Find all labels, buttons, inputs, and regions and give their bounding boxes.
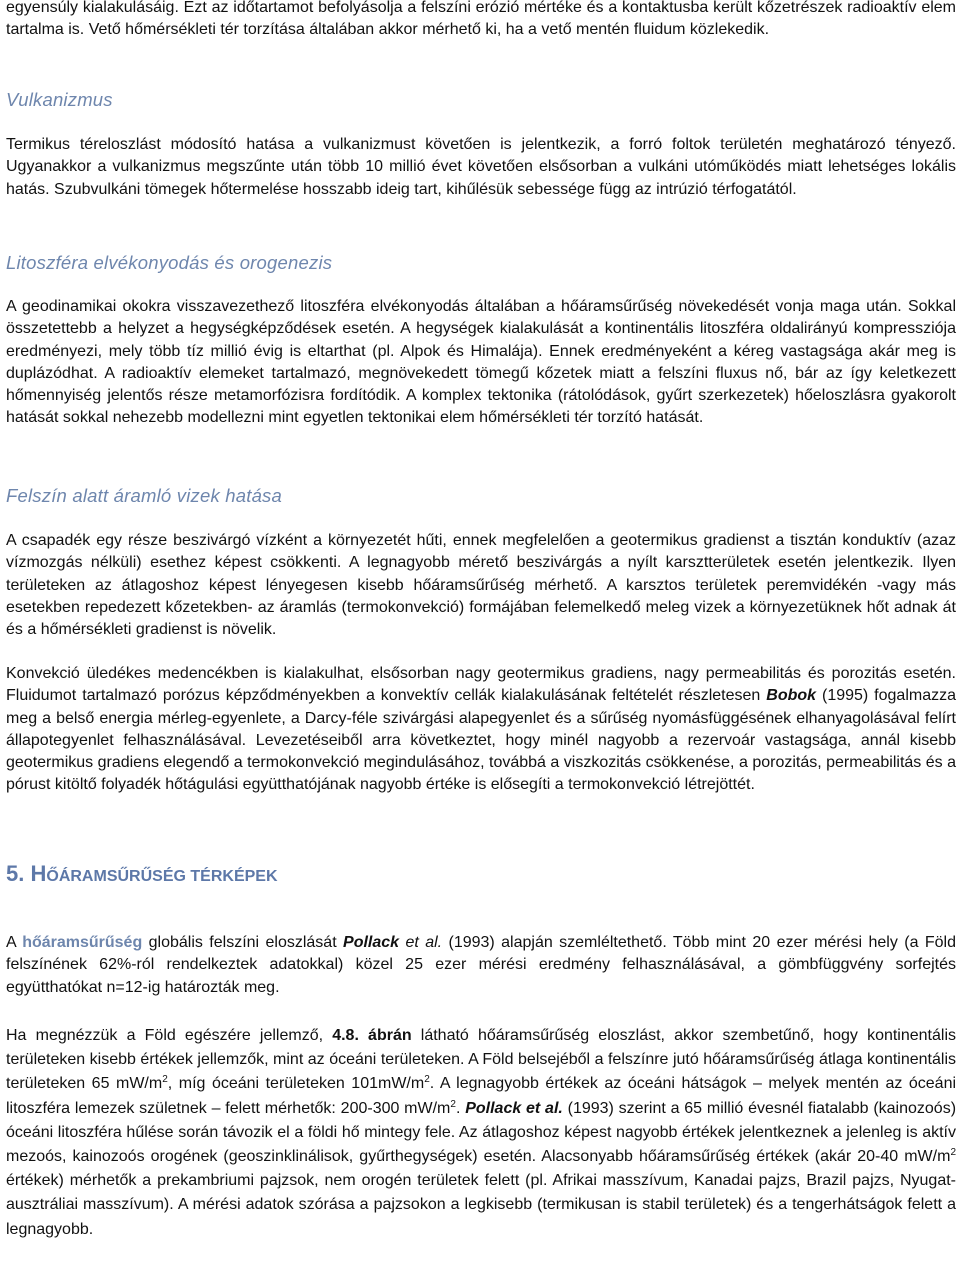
author-pollack: Pollack [343,934,400,951]
text-segment: (1993) szerint a 65 millió évesnél fiatalabb (kainozoós) óceáni litoszféra hűlése során távozik el a földi hő mintegy fele. Az átlagoshoz képest nagyobb értékek jelentkeznek a jelenleg is aktív mezoós, kainozoós orogének (geoszinklinálisok, gyűrthegységek) esetén. Alacsonyabb hőáramsűrűség értékek (akár 20-40 mW/m [6,1099,957,1166]
text-segment: értékek) mérhetők a prekambriumi pajzsok, nem orogén területek felett (pl. Afrikai masszívum, Kanadai pajzs, Brazil pajzs, Nyugat-ausztráliai masszívum). A mérési adatok szórása a pajzsokon a legkisebb (termikusan is stabil területek) és a tengerhátságok felett a legnagyobb. [6,1172,956,1238]
text-segment: A [6,934,23,951]
section-title-initial: H [30,861,47,886]
vulkanizmus-paragraph: Termikus téreloszlást módosító hatása a vulkanizmust követően is jelentkezik, a forró foltok területén meghatározó tényező. Ugyanakkor a vulkanizmus megszűnte után több 10 millió évet követően elsősorban a vulkáni utóműködés miatt lehetséges lokális hatás. Szubvulkáni tömegek hőtermelése hosszabb ideig tart, kihűlésük sebessége függ az intrúzió térfogatától. [6,136,956,198]
et-al: et al. [399,934,443,951]
text-segment: . A legnagyobb értékek az óceáni hátságok – melyek mentén az óceáni litoszféra lemezek születnek – felett mérhetők: 200-300 mW/m [6,1075,957,1117]
text-segment: Ha megnézzük a Föld egészére jellemző, [6,1027,333,1044]
vizek-paragraph-1: A csapadék egy része beszivárgó vízként a környezetét hűti, ennek megfelelően a geotermikus gradienst a tisztán konduktív (azaz vízmozgás nélküli) esethez képest csökkenti. A legnagyobb mérető beszivárgás a nyílt karsztterületek esetén jelentkezik. Ilyen területeken az átlagoshoz képest lényegesen kisebb hőáramsűrűség mérhető. A karsztos területek peremvidékén -vagy más esetekben repedezett kőzetekben- az áramlás (termokonvekció) formájában felemelkedő meleg vizek a környezetüknek hőt adnak át és a hőmérsékleti gradienst is növelik. [6,532,956,639]
superscript: 2 [950,1147,956,1159]
term-hoaramsuruseg: hőáramsűrűség [22,934,143,951]
section-title-rest: ŐÁRAMSŰRŰSÉG TÉRKÉPEK [46,868,278,885]
superscript: 2 [424,1074,430,1086]
heading-vulkanizmus: Vulkanizmus [6,89,113,110]
litoszfera-paragraph: A geodinamikai okokra visszavezethező litoszféra elvékonyodás általában a hőáramsűrűség növekedését vonja maga után. Sokkal összetettebb a helyzet a hegységképződések esetén. A hegységek kialakulását a kontinentális litoszféra oldalirányú kompressziója eredményezi, mely több tíz millió évig is eltarthat (pl. Alpok és Himalája). Ennek eredményeként a kéreg vastagsága akár meg is duplázódhat. A radioaktív elemeket tartalmazó, megnövekedett tömegű kőzetek miatt a felszíni fluxus nő, bár az így keletkezett hőmennyiség jelentős része metamorfózisra fordítódik. A komplex tektonika (rátolódások, gyűrt szerkezetek) hőeloszlásra gyakorolt hatását sokkal nehezebb modellezni mint egyetlen tektonikai elem hőmérsékleti tér torzító hatását. [6,298,956,427]
text-segment: globális felszíni eloszlását [142,934,344,951]
section-5-paragraph-2 [6,1024,956,1242]
text-segment: , míg óceáni területeken 101mW/m [167,1075,425,1093]
heading-felszin-alatti-vizek: Felszín alatt áramló vizek hatása [6,485,282,506]
text-segment: (1993) alapján szemléltethető. Több mint 20 ezer mérési hely (a Föld felszínének 62%-ról rendelkeztek adatokkal) közel 25 ezer mérési eredmény felhasználásával, a gömbfüggvény sorfejtés együtthatókat n=12-ig határozták meg. [6,934,956,996]
vizek-paragraph-2 [6,663,956,797]
section-number: 5. [6,861,25,886]
figure-ref: 4.8. ábrán [332,1027,412,1044]
superscript: 2 [162,1074,168,1086]
author-bobok: Bobok [766,687,817,705]
heading-litoszfera: Litoszféra elvékonyodás és orogenezis [6,252,333,273]
text-segment: Konvekció üledékes medencékben is kialakulhat, elsősorban nagy geotermikus gradiens, nagy permeabilitás és porozitás esetén. Fluidumot tartalmazó porózus képződményekben a konvektív cellák kialakulásának feltételét részletesen [6,665,956,705]
text-segment: látható hőáramsűrűség eloszlást, akkor szembetűnő, hogy kontinentális területeken kisebb értékek jellemzők, mint az óceáni területeken. A Föld belsejéből a felszínre jutó hőáramsűrűség átlaga kontinentális területeken 65 mW/m [6,1027,957,1093]
author-pollack-et-al: Pollack et al. [465,1099,563,1117]
text-segment: (1995) fogalmazza meg a belső energia mérleg-egyenlete, a Darcy-féle szivárgási alapegyenlet és a sűrűség nyomásfüggésének elhanyagolásával felírt állapotegyenlet felhasználásával. Levezetéseiből arra következtet, hogy minél nagyobb a rezervoár vastagsága, annál kisebb geotermikus gradiens elegendő a termokonvekció megindulásához, továbbá a viszkozitás csökkenése, a porozitás, permeabilitás és a pórust kitöltő folyadék hőtágulási együtthatójának nagyobb értéke is elősegíti a termokonvekció létrejöttét. [6,687,957,794]
intro-paragraph: egyensúly kialakulásáig. Ezt az időtartamot befolyásolja a felszíni erózió mértéke és a kontaktusba került kőzetrészek radioaktív elem tartalma is. Vető hőmérsékleti tér torzítása általában akkor mérhető ki, ha a vető mentén fluidum közlekedik. [6,0,956,39]
section-5-paragraph-1 [6,932,956,999]
superscript: 2 [450,1098,456,1110]
section-5-heading [6,861,278,887]
text-segment: . [455,1099,466,1117]
